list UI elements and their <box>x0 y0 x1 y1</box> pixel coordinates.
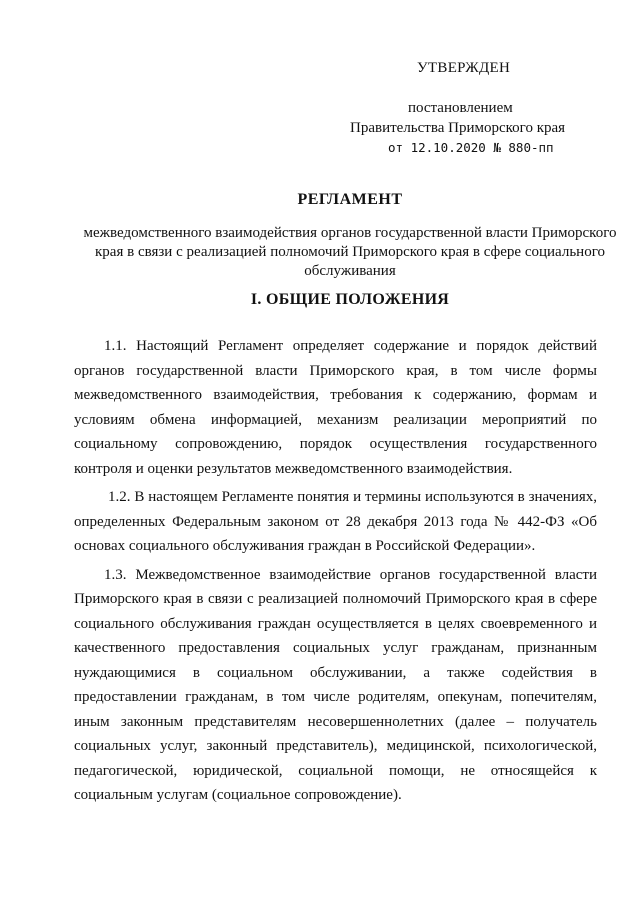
document-title-block <box>70 190 630 281</box>
paragraph-1-3: 1.3. Межведомственное взаимодействие органов государственной власти Приморского края в связи с реализацией полномочий Приморского края в сфере социального обслуживания граждан осуществляется в целях своевременного и качественного предоставления социальных услуг гражданам, признанным нуждающимися в социальном обслуживании, а также содействия в предоставлении гражданам, в том числе родителям, опекунам, попечителям, иным законным представителям несовершеннолетних (далее – получатель социальных услуг, законный представитель), медицинской, психологической, педагогической, юридической, социальной помощи, не относящейся к социальным услугам (социальное сопровождение). <box>74 566 597 803</box>
section-body <box>74 334 597 808</box>
paragraph-1-2: 1.2. В настоящем Регламенте понятия и термины используются в значениях, определенных Федеральным законом от 28 декабря 2013 года № 442-ФЗ «Об основах социального обслуживания граждан в Российской Федерации». <box>74 489 597 554</box>
document-subtitle: межведомственного взаимодействия органов государственной власти Приморского края в связи с реализацией полномочий Приморского края в сфере социального обслуживания <box>83 225 617 279</box>
document-title: РЕГЛАМЕНТ <box>297 191 403 208</box>
approval-line-date-number: от 12.10.2020 № 880-пп <box>388 140 554 155</box>
approval-line-government: Правительства Приморского края <box>350 120 566 136</box>
approval-heading: УТВЕРЖДЕН <box>417 60 511 76</box>
paragraph-1-1: 1.1. Настоящий Регламент определяет содержание и порядок действий органов государственной власти Приморского края, в том числе формы межведомственного взаимодействия, требования к содержанию, формам и условиям обмена информацией, механизм реализации мероприятий по социальному сопровождению, порядок осуществления государственного контроля и оценки результатов межведомственного взаимодействия. <box>74 338 597 477</box>
approval-line-decree: постановлением <box>408 100 513 116</box>
section-heading: I. ОБЩИЕ ПОЛОЖЕНИЯ <box>250 291 450 308</box>
